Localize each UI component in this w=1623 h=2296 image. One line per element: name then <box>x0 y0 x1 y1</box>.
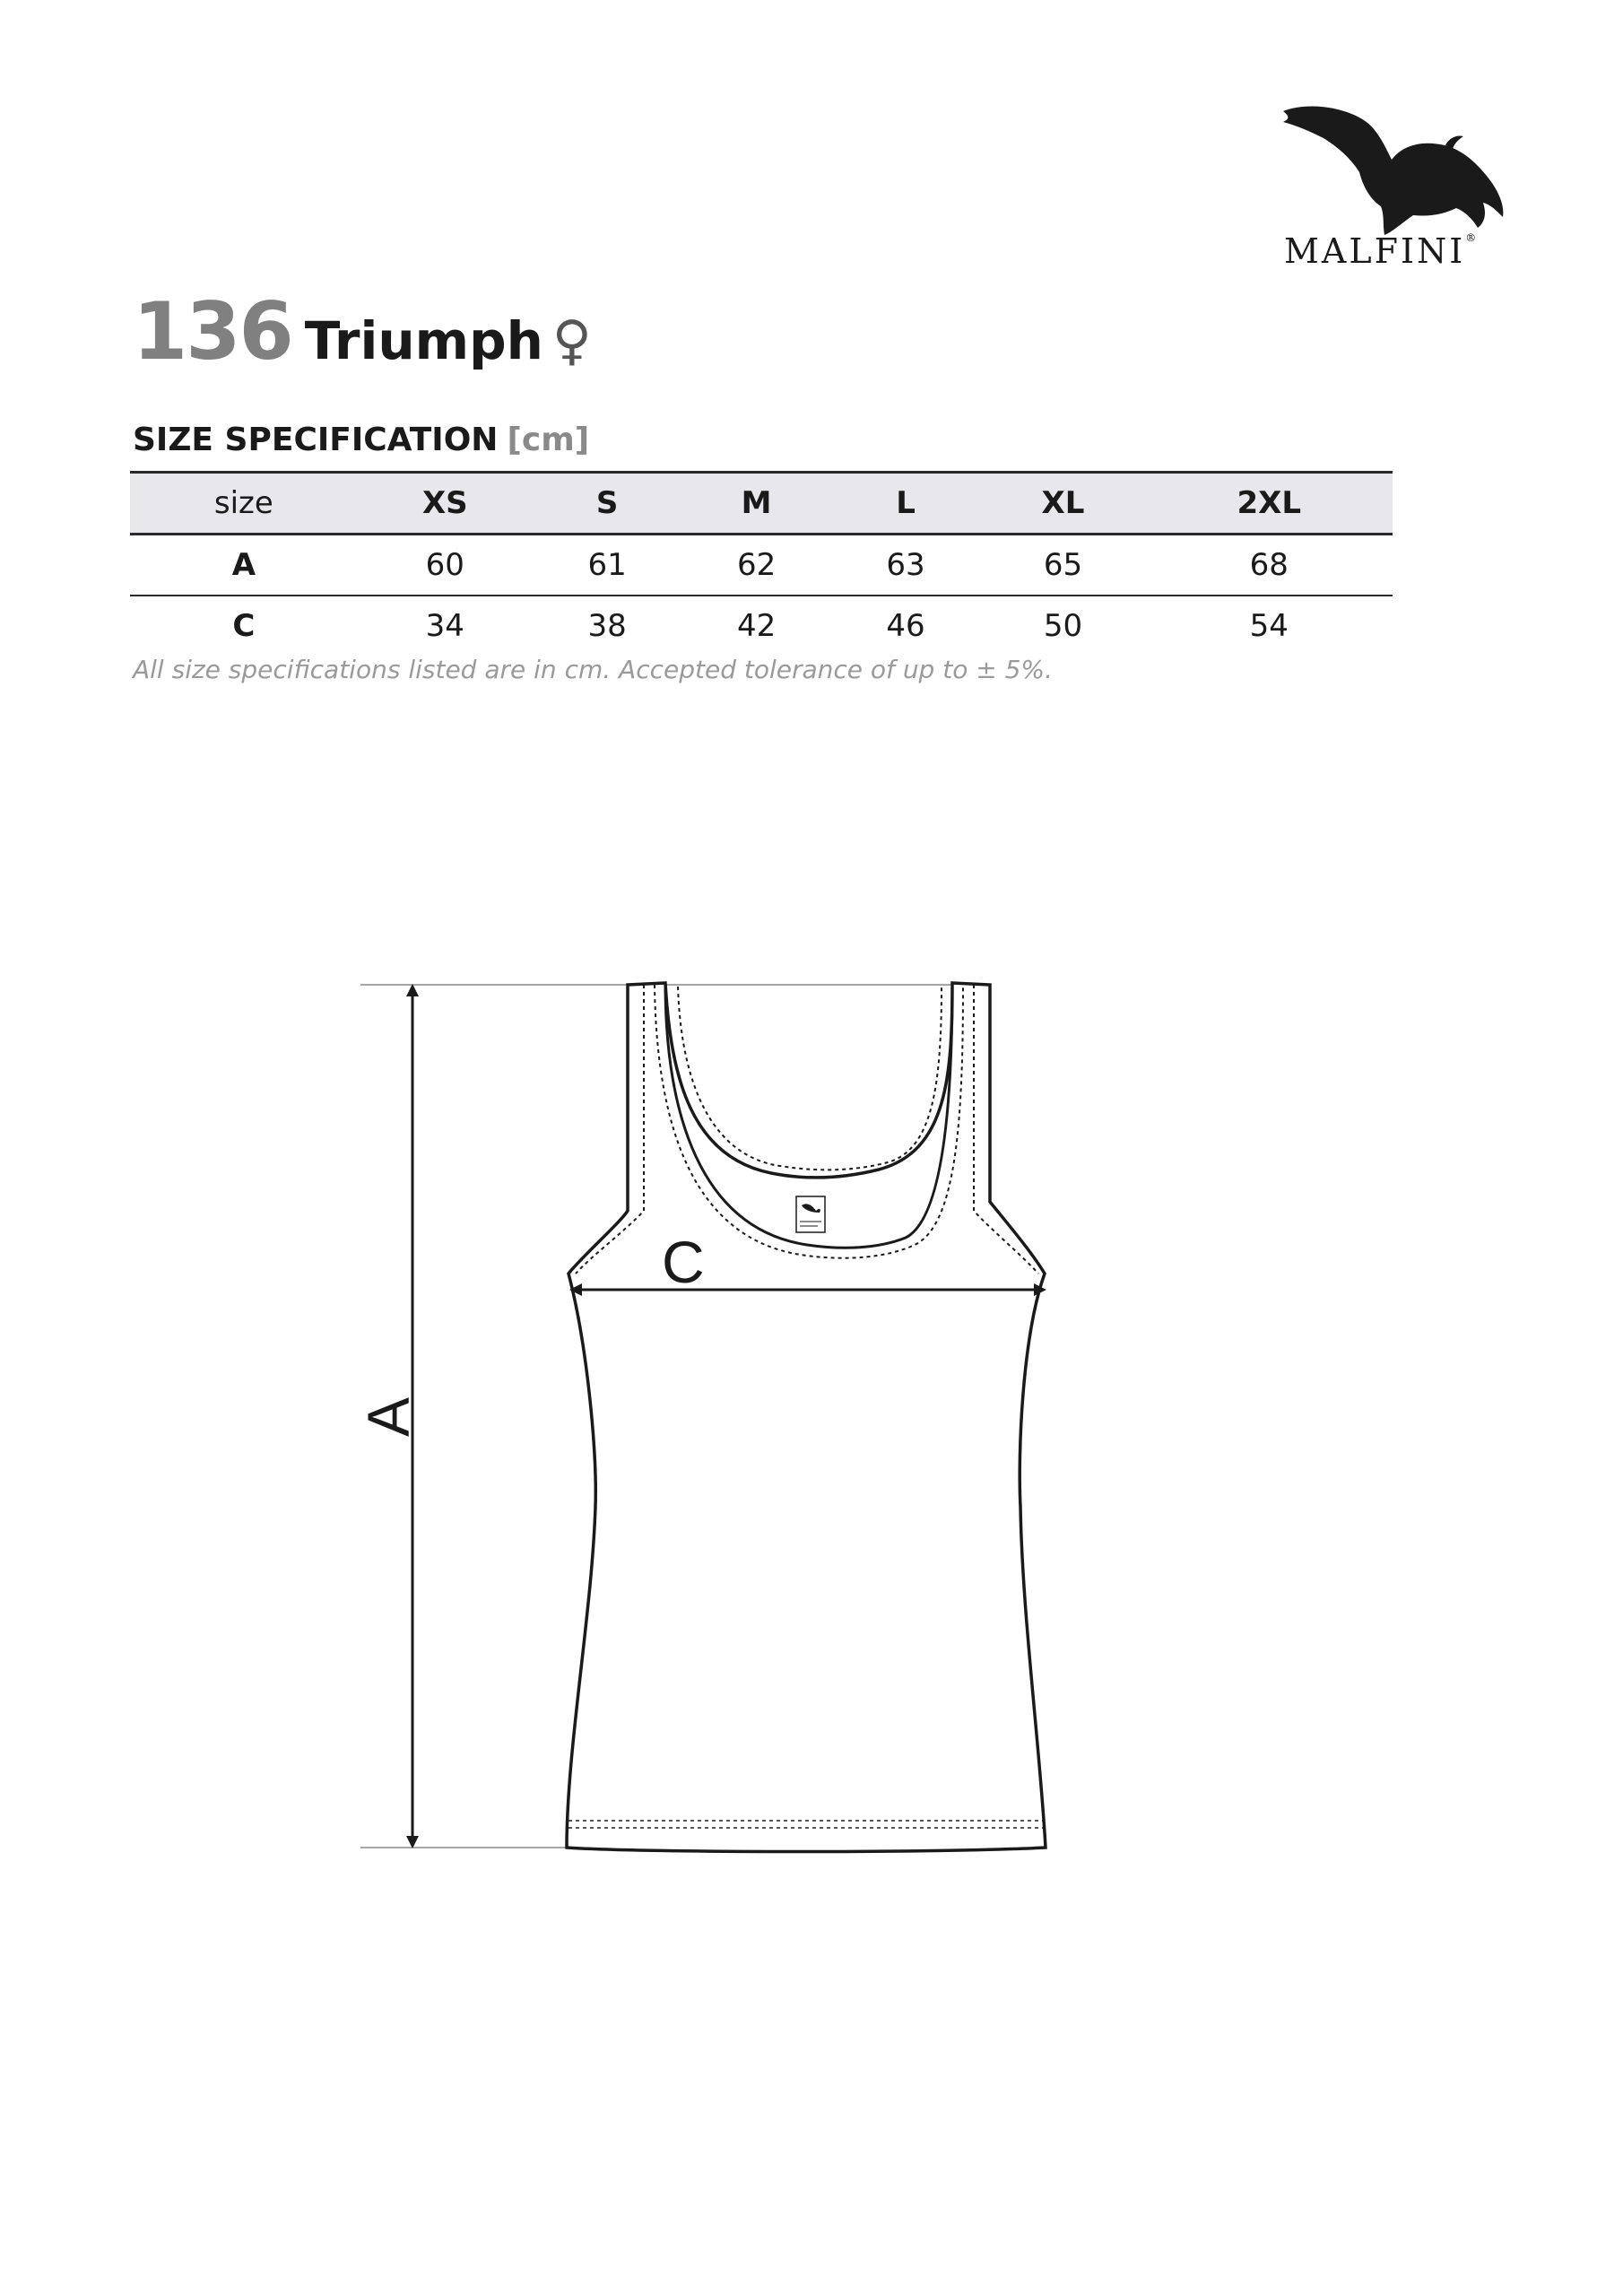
neck-label <box>796 1196 825 1232</box>
eagle-icon <box>1283 107 1503 235</box>
table-cell: 61 <box>587 547 627 583</box>
header-cell: size <box>213 485 273 521</box>
table-cell: 50 <box>1043 608 1083 644</box>
header-cell: XS <box>421 485 468 521</box>
table-row <box>130 535 1393 596</box>
product-number: 136 <box>133 285 292 378</box>
table-row <box>130 596 1393 656</box>
table-cell: 46 <box>886 608 925 644</box>
product-title <box>133 285 592 378</box>
table-cell: 65 <box>1043 547 1083 583</box>
header-cell: XL <box>1041 485 1085 521</box>
row-label: C <box>232 608 256 644</box>
brand-name: MALFINI® <box>1284 231 1477 271</box>
table-cell: 62 <box>736 547 777 583</box>
table-header-row <box>130 473 1393 535</box>
table-cell: 34 <box>425 608 464 644</box>
header-cell: M <box>741 485 772 521</box>
table-cell: 60 <box>425 547 464 583</box>
female-icon: ♀ <box>551 309 592 372</box>
size-table <box>130 471 1393 656</box>
row-label: A <box>231 547 256 583</box>
tank-top-outline <box>567 983 1046 1852</box>
header-cell: 2XL <box>1237 485 1302 521</box>
tolerance-note: All size specifications listed are in cm. Accepted tolerance of up to ± 5%. <box>133 655 1053 684</box>
header-cell: L <box>896 485 916 521</box>
table-cell: 42 <box>736 608 777 644</box>
table-cell: 68 <box>1249 547 1289 583</box>
unit-label: [cm] <box>507 422 590 458</box>
table-cell: 38 <box>587 608 627 644</box>
table-cell: 54 <box>1249 608 1289 644</box>
table-cell: 63 <box>886 547 925 583</box>
dimension-a-label: A <box>355 1396 421 1438</box>
size-spec-heading: SIZE SPECIFICATION [cm] <box>133 422 590 458</box>
header-cell: S <box>595 485 619 521</box>
dimension-c-label: C <box>662 1229 705 1295</box>
registered-mark: ® <box>1465 231 1477 244</box>
tank-top-diagram <box>341 969 1076 1866</box>
product-name: Triumph <box>304 310 543 371</box>
